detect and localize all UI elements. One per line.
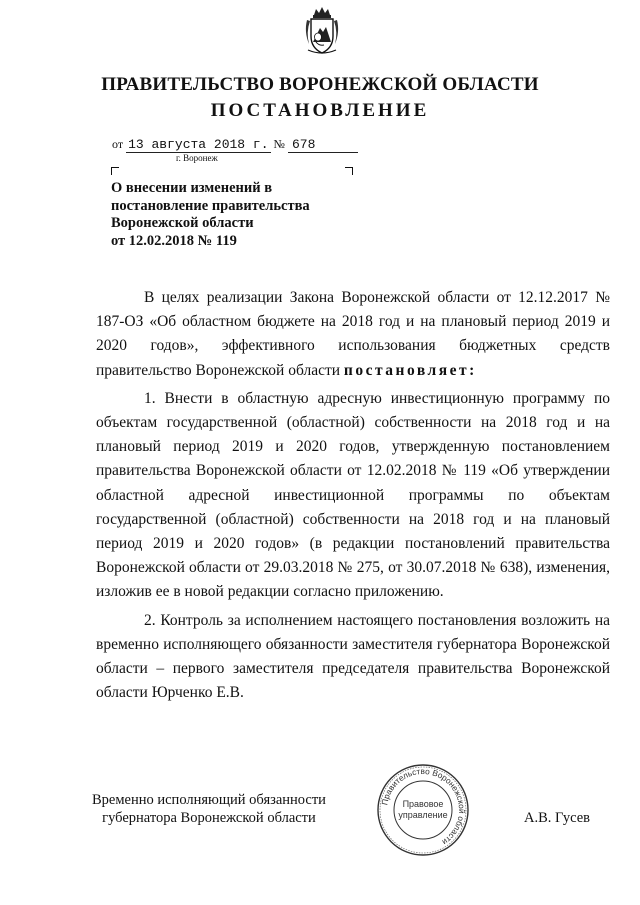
resolves-word: постановляет: <box>343 361 477 379</box>
subject-corner-right <box>345 167 353 175</box>
svg-text:управление: управление <box>398 810 448 820</box>
item-1-paragraph: 1. Внести в областную адресную инвестиционную программу по объектам государственной (областной) собственности на 2018 год и на плановый период 2019 и 2020 годов, утвержденную постановлением правительства Воронежской области от 12.02.2018 № 119 «Об утверждении областной адресной инвестиционной программы по объектам государственной (областной) собственности на 2018 год и на плановый период 2019 и 2020 годов» (в редакции постановлений правительства Воронежской области от 29.03.2018 № 275, от 30.07.2018 № 638), изменения, изложив ее в новой редакции согласно приложению. <box>96 389 610 601</box>
signer-name: А.В. Гусев <box>524 810 590 826</box>
preamble-text: В целях реализации Закона Воронежской области от 12.12.2017 № 187-ОЗ «Об областном бюджете на 2018 год и на плановый период 2019 и 2020 годов», эффективного использования бюджетных средств правительство Воронежской области <box>96 289 610 379</box>
position-line: Временно исполняющий обязанности <box>92 792 326 808</box>
number-prefix: № <box>273 137 285 151</box>
document-subject <box>111 180 371 250</box>
signatory-position <box>92 791 326 827</box>
date-prefix: от <box>112 137 124 151</box>
document-body <box>96 286 610 705</box>
subject-line: от 12.02.2018 № 119 <box>111 232 237 249</box>
svg-text:Правовое: Правовое <box>402 799 444 809</box>
voronezh-coat-of-arms-icon <box>303 6 341 56</box>
official-stamp <box>376 763 470 857</box>
government-title: ПРАВИТЕЛЬСТВО ВОРОНЕЖСКОЙ ОБЛАСТИ <box>101 74 539 95</box>
position-line: губернатора Воронежской области <box>102 810 316 826</box>
city: г. Воронеж <box>176 153 218 163</box>
preamble-paragraph <box>96 286 610 383</box>
registration-line <box>112 137 358 153</box>
subject-corner-left <box>111 167 119 175</box>
svg-text:Правительство Воронежской обла: Правительство Воронежской области <box>379 765 468 848</box>
document-date: 13 августа 2018 г. <box>128 137 269 152</box>
document-type: ПОСТАНОВЛЕНИЕ <box>210 100 430 121</box>
item-2-paragraph: 2. Контроль за исполнением настоящего постановления возложить на временно исполняющего обязанности заместителя губернатора Воронежской области – первого заместителя председателя правительства Воронежской области Юрченко Е.В. <box>96 611 610 702</box>
subject-line: постановление правительства <box>111 197 310 214</box>
document-number: 678 <box>288 137 358 153</box>
subject-line: О внесении изменений в <box>111 180 273 196</box>
subject-line: Воронежской области <box>111 215 254 231</box>
